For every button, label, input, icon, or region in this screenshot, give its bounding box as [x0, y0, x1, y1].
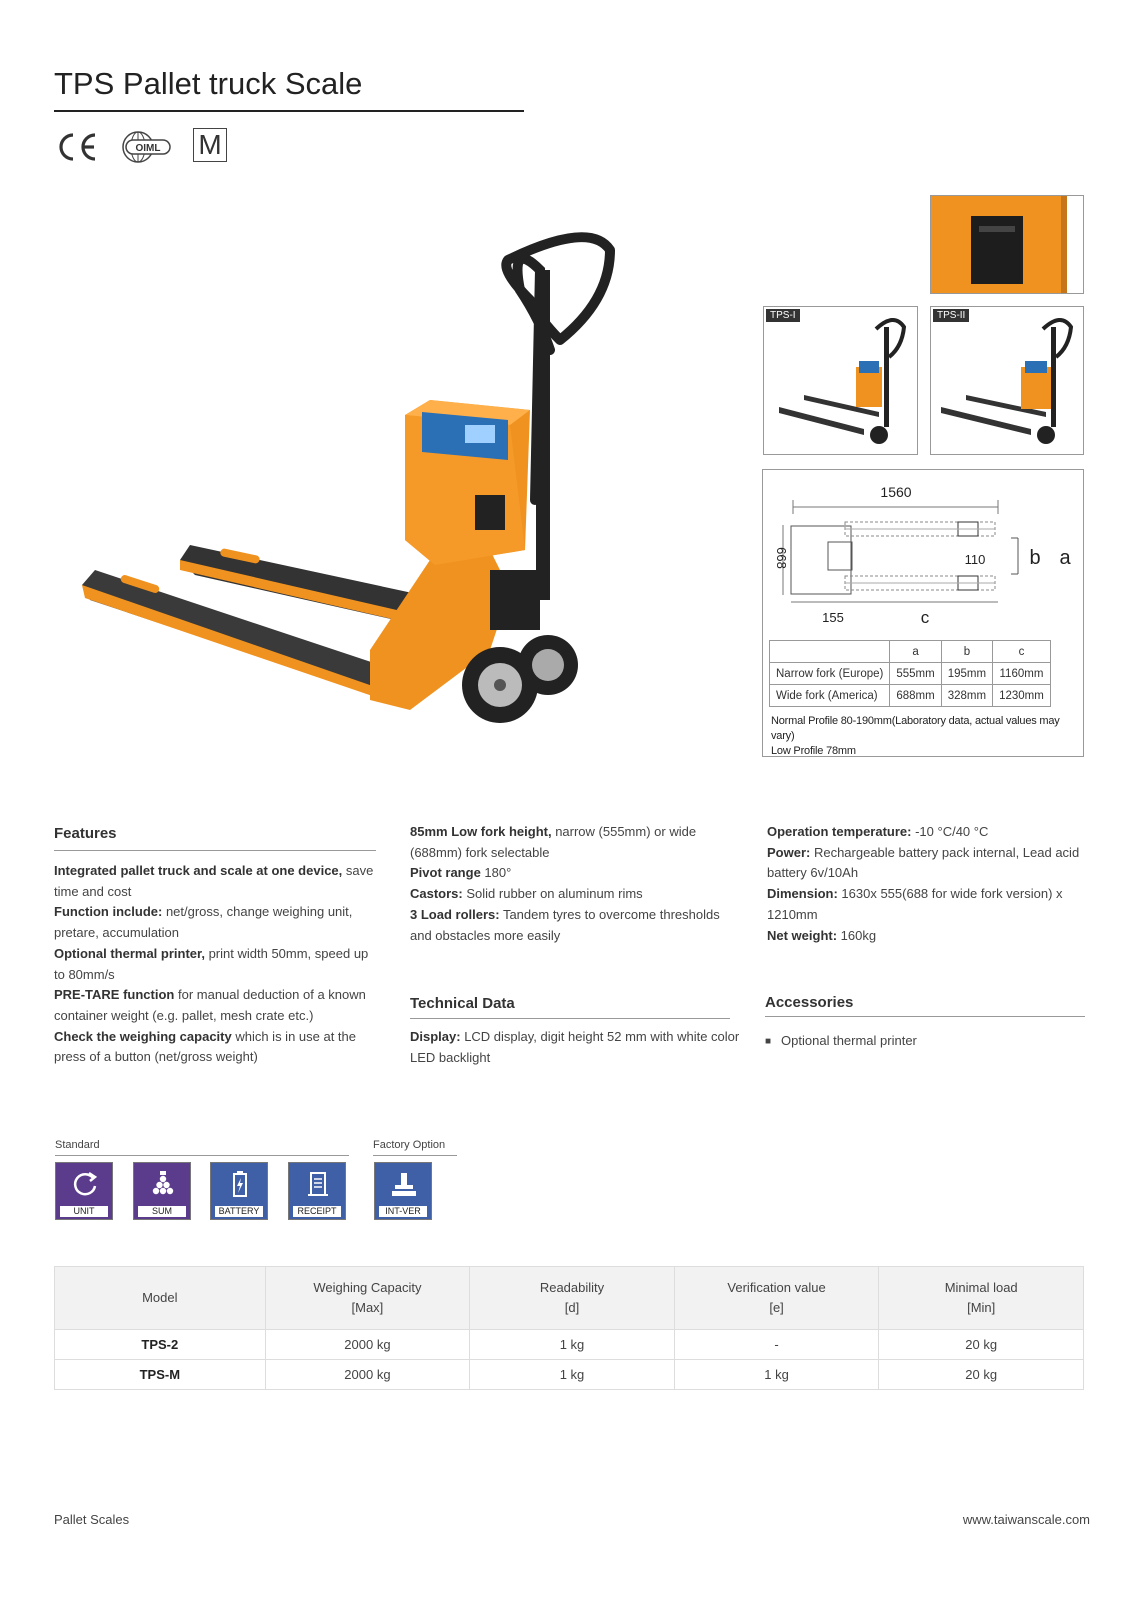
- spec-item-text: Rechargeable battery pack internal, Lead acid battery 6v/10Ah: [767, 844, 1080, 881]
- spec-item-label: Operation temperature:: [767, 824, 912, 839]
- feature-item-text: 180°: [480, 865, 512, 881]
- model-cell: TPS-2: [55, 1330, 266, 1360]
- profile-note-2: Low Profile 78mm: [771, 745, 856, 757]
- badge-int-ver: [374, 1162, 432, 1220]
- spec-header-cell: [55, 1267, 266, 1330]
- factory-option-label: Factory Option: [373, 1139, 446, 1151]
- feature-item: [54, 985, 379, 1026]
- feature-item-text: narrow (555mm) or wide (688mm) fork selectable: [410, 824, 697, 860]
- accessories-heading: Accessories: [765, 994, 854, 1011]
- badge-sum: [133, 1162, 191, 1220]
- square-bullet-icon: ■: [765, 1036, 772, 1047]
- dim-row: [770, 685, 1051, 707]
- feature-item: [54, 861, 379, 902]
- dim-cell: 688mm: [890, 685, 941, 707]
- feature-item-text: save time and cost: [54, 863, 374, 899]
- refresh-icon: [70, 1169, 100, 1199]
- spec-item-label: Net weight:: [767, 927, 838, 943]
- dim-row: [770, 663, 1051, 685]
- features-heading: Features: [54, 825, 117, 842]
- features-list-2: [410, 822, 740, 946]
- spec-cell: -: [674, 1330, 879, 1360]
- spec-cell: 2000 kg: [265, 1330, 470, 1360]
- technical-data-heading: Technical Data: [410, 995, 515, 1012]
- spec-header-line: [d]: [564, 1300, 580, 1315]
- feature-item-label: Function include:: [54, 904, 163, 920]
- badge-int-ver-label: INT-VER: [379, 1206, 427, 1217]
- spec-header-line: Weighing Capacity: [313, 1280, 422, 1295]
- profile-note-1: Normal Profile 80-190mm(Laboratory data, actual values may vary): [771, 715, 1060, 742]
- features-list: [54, 861, 379, 1068]
- tps2-tag: TPS-II: [933, 309, 969, 322]
- accessories-list: [765, 1031, 1085, 1053]
- badge-sum-label: SUM: [138, 1206, 186, 1217]
- factory-option-rule: [373, 1155, 457, 1156]
- badge-unit-label: UNIT: [60, 1206, 108, 1217]
- dim-header-cell: a: [890, 641, 941, 663]
- dim-header-cell: [770, 641, 890, 663]
- footer-website-link[interactable]: www.taiwanscale.com: [962, 1512, 1090, 1527]
- b-label: b: [1029, 547, 1041, 569]
- scale-icon: [389, 1169, 419, 1199]
- spec-header-cell: [674, 1267, 879, 1330]
- spec-cell: 1 kg: [674, 1360, 879, 1390]
- inner-width-label: 110: [964, 552, 986, 567]
- table-row: [55, 1360, 1084, 1390]
- printer-closeup-thumbnail: [930, 195, 1084, 294]
- c-offset-label: 155: [822, 610, 844, 625]
- feature-item-text: which is in use at the press of a button (net/gross weight): [54, 1028, 357, 1065]
- spec-item: [767, 822, 1087, 843]
- title-underline: [54, 110, 524, 112]
- feature-item-label: Pivot range: [410, 865, 481, 881]
- specs-list: [767, 822, 1087, 946]
- spec-item-text: 160kg: [837, 927, 877, 943]
- specification-table: [54, 1266, 1084, 1390]
- stack-icon: [148, 1169, 178, 1199]
- spec-item-label: Dimension:: [767, 886, 838, 902]
- spec-item-label: Power:: [767, 844, 811, 860]
- feature-item: [410, 863, 740, 884]
- spec-header-line: Readability: [539, 1280, 605, 1295]
- feature-item-label: 3 Load rollers:: [410, 906, 500, 922]
- fork-dimension-table: [769, 640, 1051, 707]
- feature-item-text: for manual deduction of a known container weight (e.g. pallet, mesh crate etc.): [54, 987, 366, 1023]
- dim-cell: 195mm: [941, 663, 992, 685]
- dim-header-cell: c: [993, 641, 1051, 663]
- technical-data-list: [410, 1027, 740, 1068]
- badge-receipt: [288, 1162, 346, 1220]
- spec-cell: 20 kg: [879, 1360, 1084, 1390]
- spec-cell: 20 kg: [879, 1330, 1084, 1360]
- spec-header-line: Verification value: [727, 1280, 826, 1295]
- dim-cell: 328mm: [941, 685, 992, 707]
- dim-cell: 1230mm: [993, 685, 1051, 707]
- accessory-label: Optional thermal printer: [781, 1033, 917, 1048]
- feature-item-text: net/gross, change weighing unit, pretare, accumulation: [54, 904, 353, 941]
- dim-cell: Wide fork (America): [770, 685, 890, 707]
- oiml-mark-icon: [120, 128, 172, 166]
- spec-header-line: [Min]: [967, 1300, 996, 1315]
- features-rule: [54, 850, 376, 851]
- feature-item-text: Solid rubber on aluminum rims: [462, 886, 643, 902]
- length-label: 1560: [880, 484, 912, 500]
- standard-rule: [55, 1155, 349, 1156]
- spec-header-line: [e]: [769, 1300, 784, 1315]
- feature-item: [410, 884, 740, 905]
- tps1-tag: TPS-I: [766, 309, 800, 322]
- ce-mark-icon: [54, 128, 102, 166]
- technical-item-label: Display:: [410, 1029, 461, 1044]
- profile-note: [771, 714, 1083, 759]
- dim-cell: 1160mm: [993, 663, 1051, 685]
- spec-item-text: -10 °C/40 °C: [911, 824, 989, 839]
- spec-cell: 1 kg: [470, 1360, 675, 1390]
- spec-header-cell: [879, 1267, 1084, 1330]
- spec-header-line: Minimal load: [944, 1280, 1018, 1295]
- technical-item: [410, 1027, 740, 1068]
- feature-item: [54, 902, 379, 943]
- feature-item: [54, 1027, 379, 1068]
- a-label: a: [1059, 547, 1071, 569]
- battery-icon: [225, 1169, 255, 1199]
- feature-item-text: print width 50mm, speed up to 80mm/s: [54, 945, 369, 982]
- badge-battery: [210, 1162, 268, 1220]
- spec-item: [767, 843, 1087, 884]
- feature-item-label: Check the weighing capacity: [54, 1028, 232, 1044]
- footer-category: Pallet Scales: [54, 1512, 130, 1527]
- feature-item-text: Tandem tyres to overcome thresholds and obstacles more easily: [410, 906, 720, 943]
- accessory-item: [765, 1031, 1085, 1053]
- feature-item: [410, 905, 740, 946]
- feature-item: [54, 944, 379, 985]
- spec-item: [767, 926, 1087, 947]
- badge-unit: [55, 1162, 113, 1220]
- metrology-m-mark: M: [193, 128, 227, 162]
- spec-header-line: Model: [142, 1290, 178, 1305]
- spec-header-cell: [265, 1267, 470, 1330]
- standard-label: Standard: [55, 1139, 100, 1151]
- dim-header-cell: b: [941, 641, 992, 663]
- feature-item-label: 85mm Low fork height,: [410, 824, 552, 839]
- accessories-rule: [765, 1016, 1085, 1017]
- height-label: 668: [774, 547, 789, 569]
- feature-item-label: PRE-TARE function: [54, 987, 175, 1003]
- tps1-thumbnail: [763, 306, 918, 455]
- svg-text:OIML: OIML: [135, 143, 161, 154]
- technical-item-text: LCD display, digit height 52 mm with white color LED backlight: [410, 1029, 740, 1065]
- badge-receipt-label: RECEIPT: [293, 1206, 341, 1217]
- feature-item-label: Castors:: [410, 886, 463, 902]
- dimension-diagram: [762, 469, 1084, 757]
- technical-data-rule: [410, 1018, 730, 1019]
- spec-header-line: [Max]: [351, 1300, 384, 1315]
- dim-cell: Narrow fork (Europe): [770, 663, 890, 685]
- pallet-truck-scale-image: [70, 230, 630, 750]
- page-title: TPS Pallet truck Scale: [54, 66, 363, 101]
- spec-header-cell: [470, 1267, 675, 1330]
- spec-item-text: 1630x 555(688 for wide fork version) x 1210mm: [767, 886, 1063, 922]
- feature-item: [410, 822, 740, 863]
- table-row: [55, 1330, 1084, 1360]
- tps2-thumbnail: [930, 306, 1084, 455]
- c-label: c: [920, 608, 930, 627]
- spec-item: [767, 884, 1087, 925]
- dim-cell: 555mm: [890, 663, 941, 685]
- feature-item-label: Optional thermal printer,: [54, 945, 205, 961]
- model-cell: TPS-M: [55, 1360, 266, 1390]
- spec-cell: 2000 kg: [265, 1360, 470, 1390]
- spec-cell: 1 kg: [470, 1330, 675, 1360]
- receipt-icon: [303, 1169, 333, 1199]
- badge-battery-label: BATTERY: [215, 1206, 263, 1217]
- feature-item-label: Integrated pallet truck and scale at one device,: [54, 863, 343, 878]
